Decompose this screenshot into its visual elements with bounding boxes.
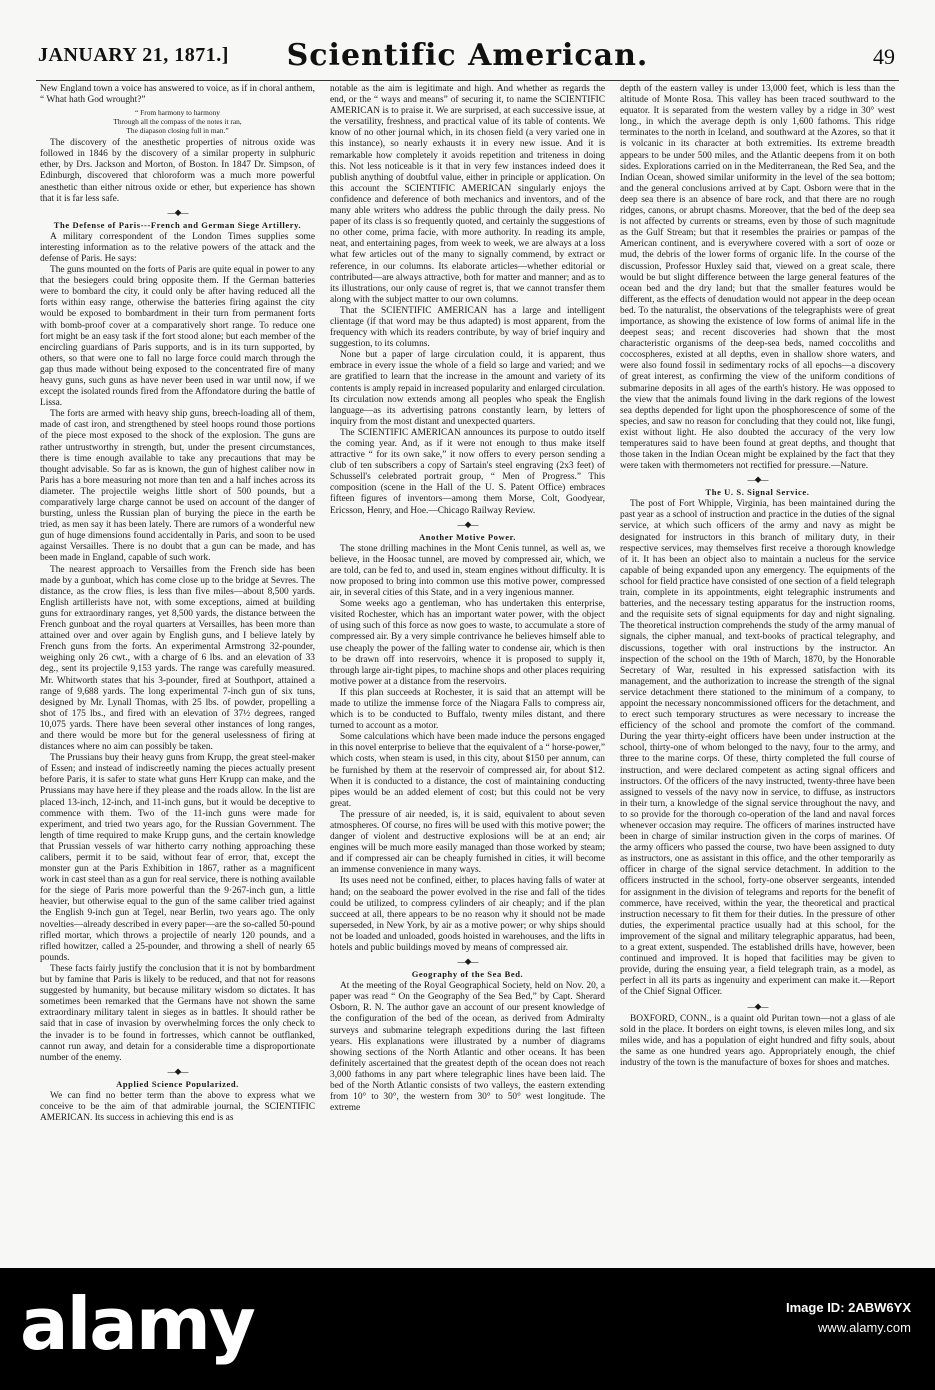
article-paragraph: depth of the eastern valley is under 13,000 feet, which is less than the altitude of Monte Rosa. This valley has been traced southward to the equator. It is separated from the western valley by a ridge in 30° west long., in which the average depth is only 1,600 fathoms. This ridge terminates to the north in Iceland, and southward at the Azores, so that it is volcanic in its character at both extremities. Its extreme breadth appears to be under 500 miles, and the Atlantic deepens from it on both sides. Explorations carried on in the Mediterranean, the Red Sea, and the Indian Ocean, showed similar uniformity in the level of the sea bottom; and the general conclusions arrived at by Capt. Osborn were that in the deep sea there is an absence of bare rock, and that there are no rough ridges, canons, or abrupt chasms. Moreover, that the bed of the deep sea is not affected by currents or streams, even by those of such magnitude as the Gulf Stream; but that it resembles the prairies or pampas of the American continent, and is everywhere covered with a sort of ooze or mud, the debris of the lower forms of organic life. In the course of the discussion, Professor Huxley said that, viewed on a great scale, there would be but slight difference between the large general features of the ocean bed and the dry land; but that the smaller features would be different, as the effects of denudation would not appear in the deep ocean bed. To the naturalist, the observations of the telegraphists were of great importance, as showing the existence of low forms of animal life in the deepest seas; and recent discoveries had shown that the most characteristic organisms of the deep-sea beds, named coccoliths and coccospheres, existed at all depths, even in shallow shore waters, and were also found fossil in sedimentary rocks of all epochs—a discovery of great interest, as confirming the view of the uniform conditions of submarine deposits in all ages of the earth's history. He was opposed to the view that the animals found living in the dark regions of the lowest sea depths depended for light upon the phosphorescence of some of the species, and saw no reason for concluding that they could not, like fungi, exist without light. He also doubted the accuracy of the very low temperatures said to have been found at great depths, and thought that those taken in the Indian Ocean might be explained by the fact that they were taken with thermometers not rectified for pressure.—Nature. [620,84,895,472]
article-paragraph: The guns mounted on the forts of Paris are quite equal in power to any that the besiegers could bring opposite them. If the German batteries were to bombard the city, it could only be after having reduced all the forts within easy range, otherwise the batteries firing against the city would be exposed to bombardment in their turn from permanent forts with bomb-proof cover at a comparatively short range. To reduce one fort might be an easy task if the fort stood alone; but each member of the encircling guardians of Paris supports, and is in its turn supported, by others, so that were one to fall no large force could march through the gap thus made without being exposed to the concentrated fire of many heavy guns, such guns as have never been used in war until now, if we except the isolated rounds fired from the Affondatore during the battle of Lissa. [40,265,315,409]
heading-defense-of-paris: The Defense of Paris---French and German Siege Artillery. [53,219,302,230]
site-url: www.alamy.com [818,1320,911,1335]
article-paragraph: The pressure of air needed, is, it is said, equivalent to about seven atmospheres. Of course, no fires will be used with this motive power; the danger of violent and destructive explosions will be at an end; air engines will be much more easily managed than those worked by steam; and if compressed air can be cheaply furnished in cities, it will become an immense convenience in many ways. [330,809,605,876]
stock-watermark-bar [0,1268,935,1390]
article-paragraph: If this plan succeeds at Rochester, it is said that an attempt will be made to utilize the immense force of the Niagara Falls to compress air, which is to be conducted to Buffalo, twenty miles distant, and there turned to account as a motor. [330,687,605,732]
article-paragraph: None but a paper of large circulation could, it is apparent, thus embrace in every issue the whole of a field so large and varied; and we are gratified to learn that the increase in the amount and variety of its contents is amply repaid in increased popularity and enlarged circulation. Its circulation now extends among all peoples who speak the English language—as its advertising patrons constantly learn, by letters of inquiry from the most distant and unexpected quarters. [330,350,605,427]
ether-paragraph: The discovery of the anesthetic properties of nitrous oxide was followed in 1846 by the discovery of a similar property in sulphuric ether, by Drs. Jackson and Morton, of Boston. In 1847 Dr. Simpson, of Edinburgh, discovered that chloroform was a much more powerful anesthetic than either nitrous oxide or ether, but experience has shown that it is far less safe. [40,138,315,204]
section-ornament: ⎯⎯◆⎯⎯ [457,519,478,530]
section-ornament: ⎯⎯◆⎯⎯ [167,1066,188,1077]
heading-geography-sea-bed: Geography of the Sea Bed. [411,969,524,980]
poem-line: “ From harmony to harmony [135,108,220,118]
article-paragraph: At the meeting of the Royal Geographical Society, held on Nov. 20, a paper was read “ On the Geography of the Sea Bed,” by Capt. Sherard Osborn, R. N. The author gave an account of our present knowledge of the configuration of the bed of the ocean, as derived from Admiralty surveys and submarine telegraph expeditions during the last fifteen years. His explanations were illustrated by a number of diagrams showing sections of the North Atlantic and other oceans. It has been definitely ascertained that the greatest depth of the ocean does not reach 3,000 fathoms in any part where telegraphic lines have been laid. The bed of the North Atlantic consists of two valleys, the eastern extending from 10° to 30°, the western from 30° to 50° west longitude. The extreme [330,981,605,1114]
issue-date: JANUARY 21, 1871.] [38,44,229,66]
header-rule [36,80,899,81]
article-paragraph: The nearest approach to Versailles from the French side has been made by a gunboat, which has come close up to the bridge at Sevres. The distance, as the crow flies, is less than five miles—about 8,500 yards. English artillerists have not, with some exceptions, aimed at building guns for extraordinary ranges, yet 8,500 yards, the distance between the French gunboat and the royal quarters at Versailles, has been more than attained over and over again by English guns, and I believe lately by French guns from the forts. An experimental Armstrong 32-pounder, weighing only 26 cwt., with a charge of 6 lbs. and an elevation of 33 deg., sent its projectile 9,153 yards. The range was carefully measured. Mr. Whitworth states that his 3-pounder, fired at Southport, attained a range of 9,688 yards. The long experimental 7-inch gun of six tuns, designed by Mr. Lynall Thomas, with 25 lbs. of powder, propelling a shot of 175 lbs., and fired with an elevation of 37½ degrees, ranged 10,075 yards. There have been several other instances of long ranges, and there would be more but for the general uselessness of firing at distances where no aim can possibly be taken. [40,564,315,753]
column-2 [330,84,605,1144]
watermark-info [786,1298,911,1338]
section-ornament: ⎯⎯◆⎯⎯ [167,207,188,218]
column-1 [40,84,315,1144]
alamy-logo: alamy [20,1282,254,1366]
article-paragraph: A military correspondent of the London Times supplies some interesting information as to the relative powers of the attack and the defense of Paris. He says: [40,231,315,264]
poem-quote [40,108,315,135]
column-3 [620,84,895,1144]
article-paragraph: notable as the aim is legitimate and high. And whether as regards the end, or the “ ways and means” of securing it, to name the SCIENTIFIC AMERICAN is to praise it. We are surprised, at each successive issue, at the versatility, freshness, and practical value of its table of contents. We know of no other journal which, in its chosen field (a very varied one in this instance), so nearly exhausts it in every new issue. And it is remarkable how completely it avoids repetition and triteness in doing this. Not less noticeable is it that in very few instances indeed does it publish anything of doubtful value, either in principle or application. On this account the SCIENTIFIC AMERICAN singularly enjoys the confidence and deference of both mechanics and inventors, and of the many able writers who address the public through the daily press. No paper of its class is so frequently quoted, and certainly the suggestions of no other come, prima facie, with more authority. In reading its ample, neat, and entertaining pages, from week to week, we are always at a loss what few articles out of the many to signally commend, by extract or reference, in our columns. Its elaborate articles—whether editorial or contributed—are always attractive, both for matter and manner; and as to its illustrations, our only cause of regret is, that we cannot transfer them along with the subject matter to our own columns. [330,84,605,305]
poem-line: The diapason closing full in man.” [126,126,229,136]
article-paragraph: The Prussians buy their heavy guns from Krupp, the great steel-maker of Essen; and instead of indiscreetly naming the pieces actually present before Paris, it is safer to state what guns Herr Krupp can make, and the Prussians may have here if they please and the roads allow. In the list are placed 13-inch, 12-inch, and 11-inch guns, but it would be deceptive to commence with them. Two of the 11-inch guns were made for experiment, and tried two years ago, for the Russian Government. The length of time required to make Krupp guns, and the certain knowledge that Prussian vessels of war hitherto carry nothing approaching these calibers, permit it to be said, without fear of error, that, except the monster gun at the Paris Exhibition in 1867, rather as a magnificent work in cast steel than as a gun for real service, there is nothing available for the siege of Paris more powerful than the 9·267-inch gun, a little heavier, but otherwise equal to the gun of the same caliber tried against the English 9-inch gun at Tegel, near Berlin, two years ago. The only novelties—already described in every paper—are the so-called 50-pound rifled mortar, which throws a projectile of nearly 120 pounds, and a rifled howitzer, called a 25-pounder, and throwing a shell of nearly 65 pounds. [40,753,315,963]
image-id: Image ID: 2ABW6YX [786,1300,911,1315]
intro-paragraph: New England town a voice has answered to voice, as if in choral anthem, “ What hath God wrought?” [40,84,315,106]
section-ornament: ⎯⎯◆⎯⎯ [747,475,768,486]
article-paragraph: That the SCIENTIFIC AMERICAN has a large and intelligent clientage (if that word may be thus adapted) is most apparent, from the frequency with which its readers contribute, by way of brief inquiry and suggestion, to its columns. [330,305,605,350]
section-ornament: ⎯⎯◆⎯⎯ [747,1001,768,1012]
article-paragraph: Its uses need not be confined, either, to places having falls of water at hand; on the seaboard the power evolved in the rise and fall of the tides could be utilized, to compress cylinders of air cheaply; and if the plan succeed at all, there appears to be no reason why it should not be made superseded, in New York, by air as a motive power; or why ships should not be loaded and unloaded, goods hoisted in warehouses, and the lifts in hotels and public buildings moved by means of compressed air. [330,876,605,954]
article-paragraph: The forts are armed with heavy ship guns, breech-loading all of them, made of cast iron, and strengthened by steel hoops round those portions of the piece most exposed to the shock of the explosion. The guns are rather untrustworthy in strength, but, under the present circumstances, there is time enough available to take any precautions that may be thought advisable. So far as is known, the gun of highest caliber now in Paris has a bore measuring not more than ten and a half inches across its diameter. The projectile weighs little short of 500 pounds, but a comparatively large charge cannot be used on account of the danger of bursting, unless the Russian plan of burying the piece in the earth be tried, as men say it has been lately. There are rumors of a wonderful new gun of huge dimensions found accidentally in Paris, and soon to be used against Versailles. There is no doubt that a gun can be made, and has been made in England, capable of such work. [40,409,315,564]
article-paragraph: These facts fairly justify the conclusion that it is not by bombardment but by famine that Paris is likely to be reduced, and that not for reasons suggested by humanity, but because military wisdom so dictates. It has sometimes been remarked that the Germans have not shown the same extraordinary military talent in sieges as in battles. It should rather be said that in case of invasion by overwhelming forces the only check to the invader is to be found in fortresses, which cannot be outflanked, cannot run away, and detain for a considerable time a disproportionate number of the enemy. [40,963,315,1063]
article-paragraph: We can find no better term than the above to express what we conceive to be the aim of that admirable journal, the SCIENTIFIC AMERICAN. Its success in achieving this end is as [40,1090,315,1123]
boxford-paragraph: BOXFORD, CONN., is a quaint old Puritan town—not a glass of ale sold in the place. It borders on eight towns, is eleven miles long, and six miles wide, and has a population of eight hundred and fifty souls, about the same as one hundred years ago. Appropriately enough, the chief industry of the town is the manufacture of boxes for shoes and matches. [620,1013,895,1068]
masthead-title: Scientific American. [286,38,649,73]
article-paragraph: The SCIENTIFIC AMERICAN announces its purpose to outdo itself the coming year. And, as if it were not enough to thus make itself attractive “ for its own sake,” it now offers to every person sending a club of ten subscribers a copy of Sartain's steel engraving (2x3 feet) of Schussell's celebrated portrait group, “ Men of Progress.” This composition (scene in the Hall of the U. S. Patent Office) embraces fifteen figures of inventors—among them Morse, Colt, Goodyear, Ericsson, Henry, and Hoe.—Chicago Railway Review. [330,427,605,516]
article-paragraph: Some weeks ago a gentleman, who has undertaken this enterprise, visited Rochester, which has an important water power, with the object of using such of this force as now goes to waste, to accumulate a store of compressed air. By a very simple contrivance he believes himself able to use cheaply the power of the falling water to condense air, which is then to be drawn off into reservoirs, whence it is proposed to supply it, through large air-tight pipes, to machine shops and other places requiring motive power at a distance from the reservoirs. [330,599,605,687]
article-paragraph: The stone drilling machines in the Mont Cenis tunnel, as well as, we believe, in the Hoosac tunnel, are moved by compressed air, which, we are told, can be fed to, and used in, steam engines without difficulty. It is now proposed to bring into common use this motive power, compressed air, in several cities of this State, and in a very ingenious manner. [330,543,605,599]
section-ornament: ⎯⎯◆⎯⎯ [457,957,478,968]
article-paragraph: The post of Fort Whipple, Virginia, has been maintained during the past year as a school of instruction and practice in the duties of the signal service, at which such officers of the army and navy as might be designated for instructors in this branch of military duty, in their respective services, may themselves first receive a thorough knowledge of it. It has been an object also to maintain a nucleus for the service capable of being expanded upon any emergency. The equipments of the school for field practice have consisted of one section of a field telegraph train, complete in its appointments, eight telegraphic instruments and batteries, and the necessary testing apparatus for the instruction rooms, and the requisite sets of signal equipments for day and night signaling. The theoretical instruction comprehends the study of the army manual of signals, the cipher manual, and text-books of practical telegraphy, and discussions, together with oral instructions by the instructor. An inspection of the school on the 19th of March, 1870, by the Honorable Secretary of War, resulted in his expressed satisfaction with its management, and the authorization to increase the strength of the signal service detachment there stationed to the minimum of a company, to appoint the necessary noncommissioned officers for the detachment, and to erect such temporary structures as were necessary to increase the efficiency of the school and promote the comfort of the command. During the year thirty-eight officers have been under instruction at the school, thirty-one of whom belonged to the navy, four to the army, and three to the marine corps. Of these, thirty completed the full course of instruction, and were declared competent as acting signal officers and instructors. Of the officers of the navy instructed, twenty-three have been assigned to vessels of the navy now in service, to diffuse, as instructors in their turn, a knowledge of the signal service throughout the navy, and to so provide for the thorough co-operation of the land and naval forces whenever occasion may require. The officers of marines instructed have been in charge of similar instruction given in the corps of marines. Of the army officers who passed the course, two have been assigned to duty as instructors, one as assistant in this office, and the other temporarily as officer in charge of the signal service detachment. In addition to the officers instructed in the school, forty-one observer sergeants, intended for assignment in the division of telegrams and reports for the benefit of commerce, have received, within the year, the theoretical and practical instruction necessary to fit them for their duties. In the pressure of other duties, the experimental practice usually had at this school, for the improvement of the signal and military telegraphic apparatus, had been, to a great extent, suspended. The established drills have, however, been continued and improved. It is hoped that facilities may be given to provide, during the ensuing year, a field telegraph train, as a model, as perfect in all its parts as ingenuity and experiment can make it.—Report of the Chief Signal Officer. [620,499,895,998]
heading-another-motive-power: Another Motive Power. [419,531,516,542]
poem-line: Through all the compass of the notes it ran, [113,117,242,127]
page-number: 49 [873,44,895,69]
article-paragraph: Some calculations which have been made induce the persons engaged in this novel enterprise to believe that the equivalent of a “ horse-power,” which costs, when steam is used, in this city, about $150 per annum, can be furnished by them at the reservoir of compressed air, for about $12. When it is conducted to a distance, the cost of maintaining conducting pipes would be an added element of cost; but this could not be very great. [330,732,605,809]
heading-signal-service: The U. S. Signal Service. [705,487,810,498]
heading-applied-science: Applied Science Popularized. [116,1078,239,1089]
